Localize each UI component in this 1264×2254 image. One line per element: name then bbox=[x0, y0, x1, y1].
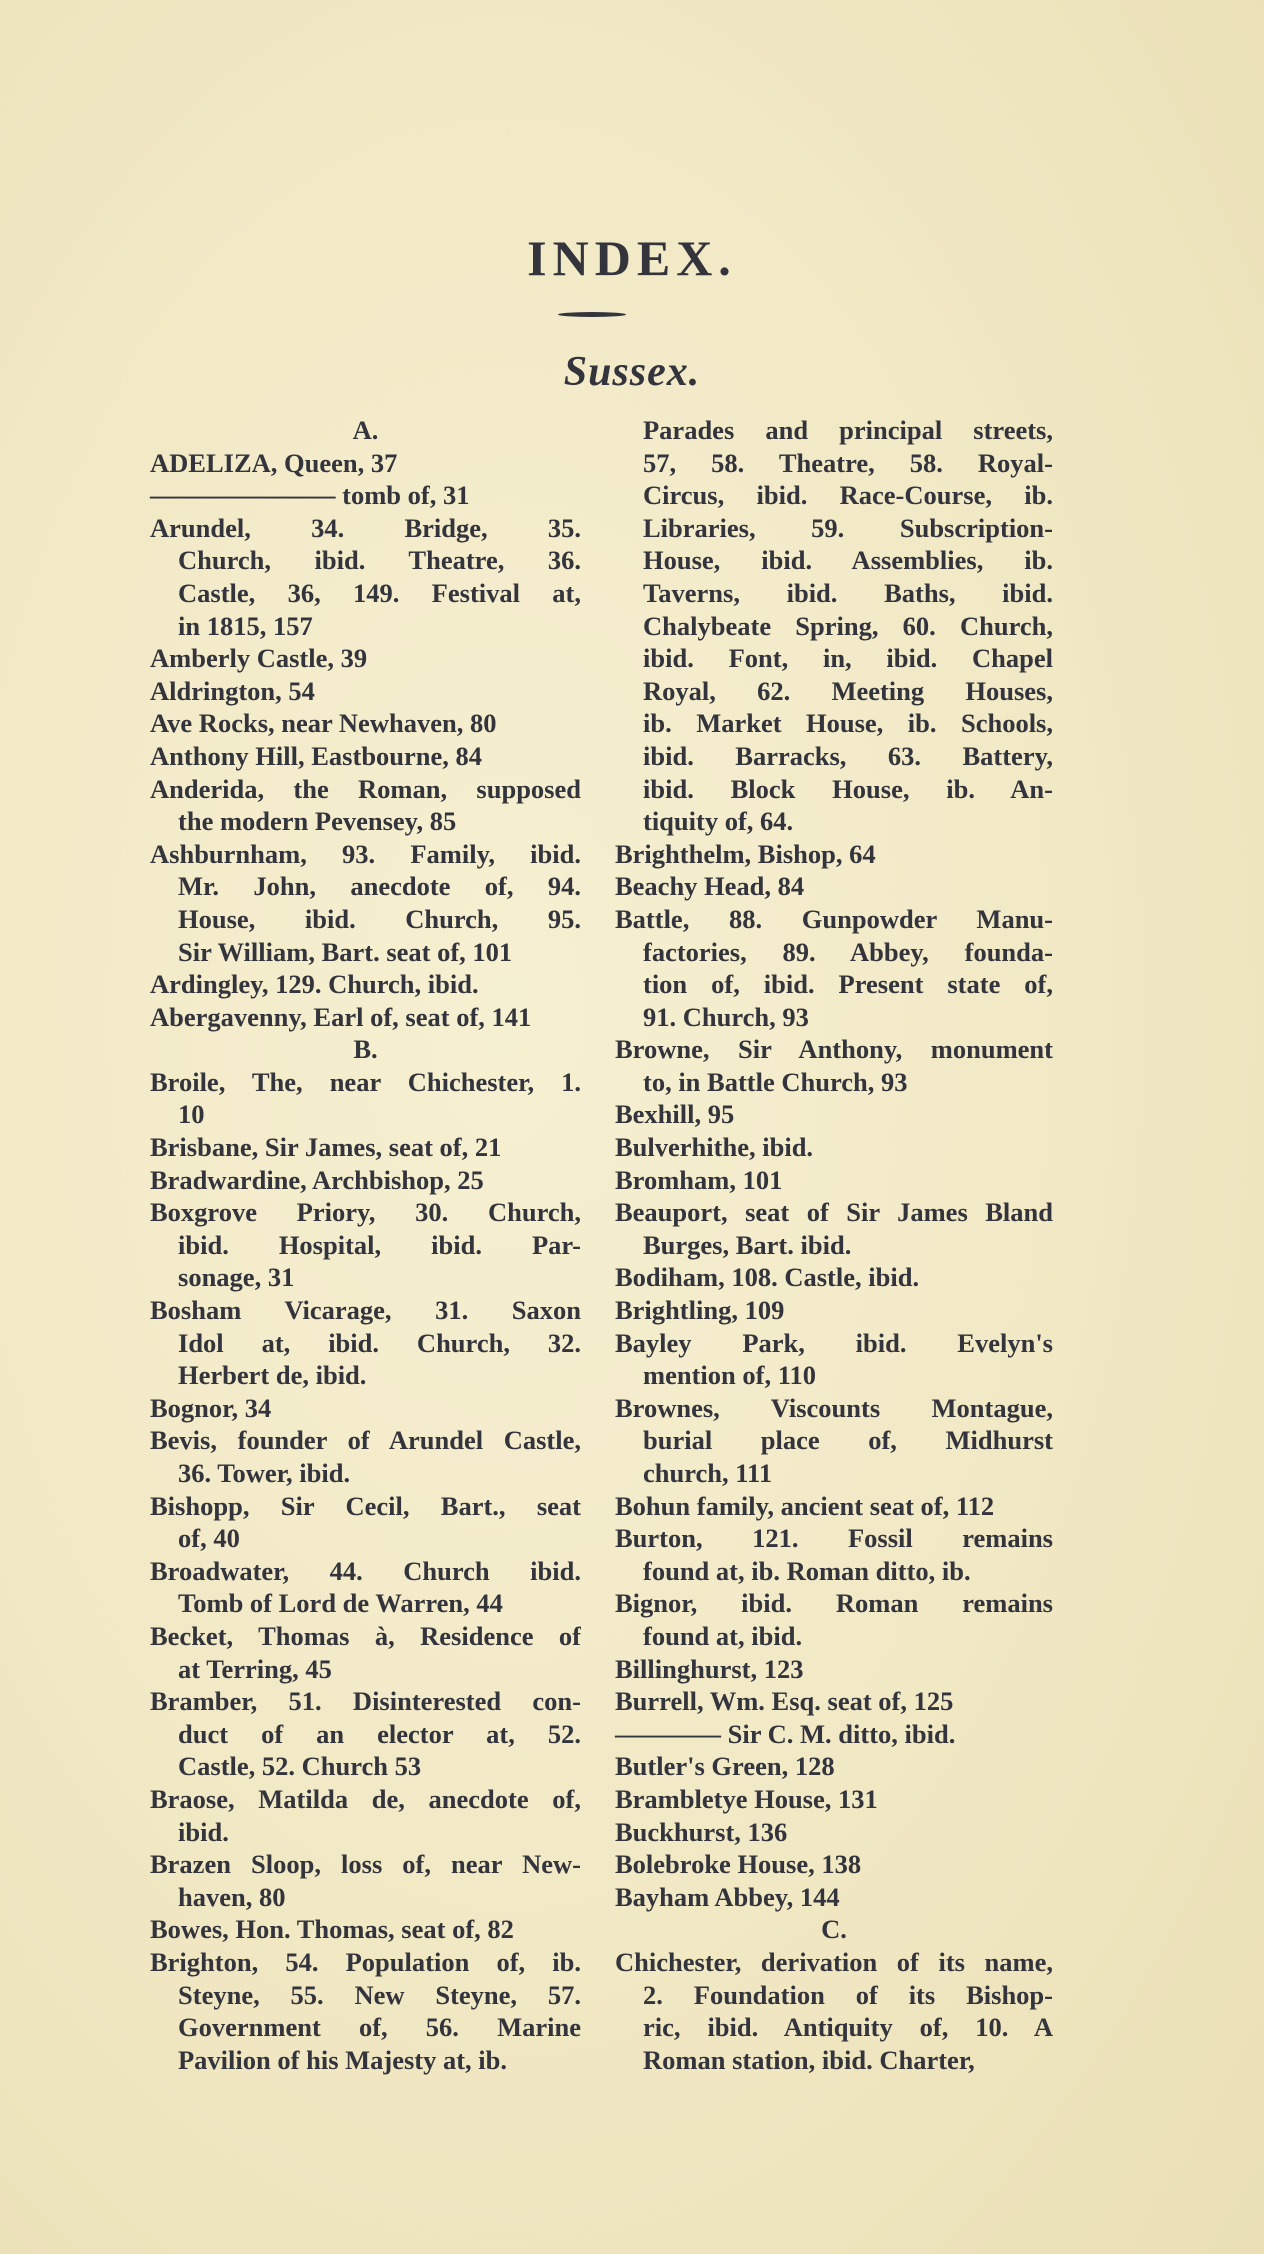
index-entry-continuation: ibid. Barracks, 63. Battery, bbox=[643, 740, 1053, 771]
index-entry-continuation: Steyne, 55. New Steyne, 57. bbox=[178, 1979, 581, 2010]
index-entry: Chichester, derivation of its name, bbox=[615, 1946, 1053, 1977]
index-entry: Brazen Sloop, loss of, near New- bbox=[150, 1849, 581, 1880]
index-entry-continuation: found at, ib. Roman ditto, ib. bbox=[643, 1555, 971, 1586]
index-entry-continuation: at Terring, 45 bbox=[178, 1653, 332, 1684]
index-entry-continuation: Mr. John, anecdote of, 94. bbox=[178, 871, 581, 902]
index-entry-continuation: mention of, 110 bbox=[643, 1360, 816, 1391]
index-entry-continuation: the modern Pevensey, 85 bbox=[178, 806, 457, 837]
index-entry: Boxgrove Priory, 30. Church, bbox=[150, 1197, 581, 1228]
index-entry: Bromham, 101 bbox=[615, 1164, 783, 1195]
title-divider bbox=[558, 312, 626, 317]
index-entry-continuation: House, ibid. Church, 95. bbox=[178, 903, 581, 934]
index-entry: Bevis, founder of Arundel Castle, bbox=[150, 1425, 581, 1456]
index-entry-continuation: church, 111 bbox=[643, 1458, 773, 1488]
index-entry-continuation: Parades and principal streets, bbox=[643, 415, 1053, 445]
index-entry-continuation: factories, 89. Abbey, founda- bbox=[643, 936, 1053, 967]
index-entry-continuation: 2. Foundation of its Bishop- bbox=[643, 1979, 1053, 2010]
index-entry-continuation: Government of, 56. Marine bbox=[178, 2012, 581, 2043]
index-entry-continuation: Burges, Bart. ibid. bbox=[643, 1229, 852, 1260]
index-entry-continuation: tiquity of, 64. bbox=[643, 806, 794, 837]
index-entry-continuation: Roman station, ibid. Charter, bbox=[643, 2044, 975, 2075]
index-entry-continuation: Church, ibid. Theatre, 36. bbox=[178, 545, 581, 576]
page-title: INDEX. bbox=[527, 230, 737, 286]
index-entry: Aldrington, 54 bbox=[150, 675, 315, 706]
index-entry: Brighton, 54. Population of, ib. bbox=[150, 1946, 581, 1977]
index-entry-continuation: Royal, 62. Meeting Houses, bbox=[643, 675, 1053, 706]
index-entry: Bignor, ibid. Roman remains bbox=[615, 1588, 1053, 1619]
index-entry-continuation: haven, 80 bbox=[178, 1881, 286, 1912]
index-entry: Beauport, seat of Sir James Bland bbox=[615, 1197, 1053, 1228]
index-entry-continuation: ibid. Font, in, ibid. Chapel bbox=[643, 643, 1053, 674]
index-entry: Brisbane, Sir James, seat of, 21 bbox=[150, 1132, 502, 1163]
index-entry: Browne, Sir Anthony, monument bbox=[615, 1034, 1053, 1065]
index-entry: Ave Rocks, near Newhaven, 80 bbox=[150, 708, 497, 739]
index-entry: Braose, Matilda de, anecdote of, bbox=[150, 1783, 581, 1814]
index-entry-continuation: ibid. Hospital, ibid. Par- bbox=[178, 1229, 581, 1260]
index-entry-continuation: ibid. Block House, ib. An- bbox=[643, 773, 1053, 804]
index-entry-continuation: Idol at, ibid. Church, 32. bbox=[178, 1327, 581, 1358]
index-entry-continuation: Libraries, 59. Subscription- bbox=[643, 512, 1053, 543]
index-entry: Bayley Park, ibid. Evelyn's bbox=[615, 1327, 1053, 1358]
index-entry-continuation: Pavilion of his Majesty at, ib. bbox=[178, 2044, 508, 2075]
index-entry-continuation: in 1815, 157 bbox=[178, 610, 313, 641]
index-entry: Bishopp, Sir Cecil, Bart., seat bbox=[150, 1490, 581, 1521]
index-entry-continuation: tion of, ibid. Present state of, bbox=[643, 969, 1053, 1000]
index-entry: Amberly Castle, 39 bbox=[150, 643, 368, 674]
index-entry: Broile, The, near Chichester, 1. bbox=[150, 1066, 581, 1097]
index-entry-continuation: Chalybeate Spring, 60. Church, bbox=[643, 610, 1053, 641]
index-entry: Ardingley, 129. Church, ibid. bbox=[150, 969, 479, 1000]
index-entry-continuation: Castle, 52. Church 53 bbox=[178, 1751, 422, 1782]
index-entry-continuation: Herbert de, ibid. bbox=[178, 1360, 367, 1391]
index-entry-continuation: sonage, 31 bbox=[178, 1262, 295, 1293]
index-entry: Battle, 88. Gunpowder Manu- bbox=[615, 903, 1053, 934]
index-entry-continuation: 10 bbox=[178, 1099, 205, 1130]
index-entry: ———— Sir C. M. ditto, ibid. bbox=[615, 1718, 956, 1749]
index-entry: Beachy Head, 84 bbox=[615, 871, 805, 902]
index-entry-continuation: 57, 58. Theatre, 58. Royal- bbox=[643, 447, 1053, 478]
index-column-left bbox=[150, 414, 581, 2076]
index-entry: Anderida, the Roman, supposed bbox=[150, 773, 581, 804]
index-entry-continuation: Circus, ibid. Race-Course, ib. bbox=[643, 480, 1053, 511]
index-entry: Bosham Vicarage, 31. Saxon bbox=[150, 1295, 581, 1326]
index-entry-continuation: ric, ibid. Antiquity of, 10. A bbox=[643, 2012, 1053, 2043]
index-entry: Abergavenny, Earl of, seat of, 141 bbox=[150, 1001, 532, 1032]
index-entry-continuation: Tomb of Lord de Warren, 44 bbox=[178, 1588, 503, 1619]
index-entry-continuation: House, ibid. Assemblies, ib. bbox=[643, 545, 1053, 576]
index-entry: Brightling, 109 bbox=[615, 1295, 785, 1326]
index-entry-continuation: 91. Church, 93 bbox=[643, 1001, 809, 1032]
county-heading: Sussex. bbox=[563, 349, 701, 395]
index-entry-continuation: ibid. bbox=[178, 1816, 229, 1847]
index-entry-continuation: Taverns, ibid. Baths, ibid. bbox=[643, 577, 1053, 608]
index-entry: Bayham Abbey, 144 bbox=[615, 1881, 840, 1912]
index-entry: Brambletye House, 131 bbox=[615, 1783, 878, 1814]
index-entry: Bolebroke House, 138 bbox=[615, 1849, 862, 1880]
index-entry-continuation: 36. Tower, ibid. bbox=[178, 1458, 351, 1488]
index-entry-continuation: to, in Battle Church, 93 bbox=[643, 1066, 908, 1097]
index-entry: Butler's Green, 128 bbox=[615, 1751, 835, 1782]
index-entry: Bohun family, ancient seat of, 112 bbox=[615, 1490, 995, 1521]
index-entry: Brownes, Viscounts Montague, bbox=[615, 1392, 1053, 1423]
index-entry: Bodiham, 108. Castle, ibid. bbox=[615, 1262, 920, 1293]
index-entry: Billinghurst, 123 bbox=[615, 1653, 804, 1684]
index-entry-continuation: ib. Market House, ib. Schools, bbox=[643, 708, 1053, 739]
letter-heading: B. bbox=[353, 1034, 378, 1065]
index-entry: Broadwater, 44. Church ibid. bbox=[150, 1555, 581, 1586]
index-entry: Bramber, 51. Disinterested con- bbox=[150, 1686, 581, 1717]
index-entry: Burton, 121. Fossil remains bbox=[615, 1523, 1053, 1554]
index-entry-continuation: duct of an elector at, 52. bbox=[178, 1718, 581, 1749]
index-entry-continuation: Sir William, Bart. seat of, 101 bbox=[178, 936, 513, 967]
index-entry: Bexhill, 95 bbox=[615, 1099, 735, 1130]
index-entry: ——————— tomb of, 31 bbox=[150, 480, 470, 511]
index-entry: Buckhurst, 136 bbox=[615, 1816, 788, 1847]
index-entry: Ashburnham, 93. Family, ibid. bbox=[150, 838, 581, 869]
letter-heading: C. bbox=[821, 1914, 847, 1945]
index-entry: Bulverhithe, ibid. bbox=[615, 1132, 814, 1163]
index-entry: ADELIZA, Queen, 37 bbox=[150, 447, 398, 478]
letter-heading: A. bbox=[352, 415, 379, 445]
index-entry-continuation: burial place of, Midhurst bbox=[643, 1425, 1053, 1456]
index-column-right bbox=[615, 414, 1053, 2076]
index-entry: Arundel, 34. Bridge, 35. bbox=[150, 512, 581, 543]
index-entry-continuation: of, 40 bbox=[178, 1523, 240, 1554]
index-entry: Becket, Thomas à, Residence of bbox=[150, 1620, 581, 1651]
index-entry-continuation: Castle, 36, 149. Festival at, bbox=[178, 577, 581, 608]
index-entry-continuation: found at, ibid. bbox=[643, 1620, 803, 1651]
index-entry: Anthony Hill, Eastbourne, 84 bbox=[150, 740, 483, 771]
index-entry: Bradwardine, Archbishop, 25 bbox=[150, 1164, 484, 1195]
index-entry: Bowes, Hon. Thomas, seat of, 82 bbox=[150, 1914, 514, 1945]
index-entry: Brighthelm, Bishop, 64 bbox=[615, 838, 876, 869]
index-entry: Burrell, Wm. Esq. seat of, 125 bbox=[615, 1686, 954, 1717]
index-entry: Bognor, 34 bbox=[150, 1392, 272, 1423]
